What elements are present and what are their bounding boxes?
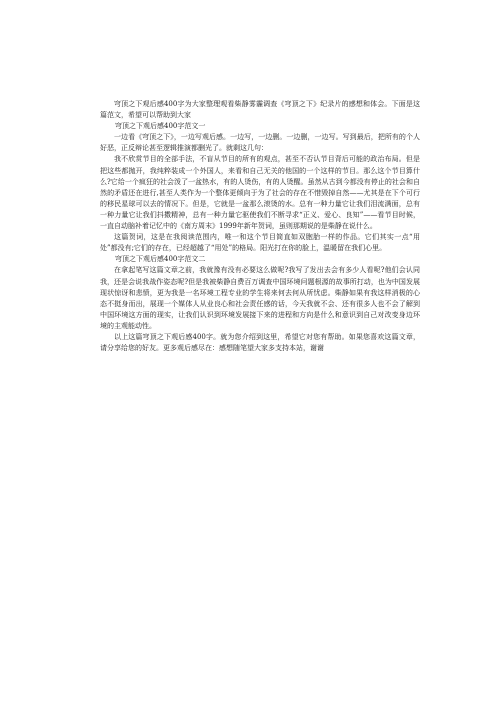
closing-paragraph: 以上这篇穹顶之下观后感400字。就为您介绍到这里，希望它对您有帮助。如果您喜欢这篇文章，请分享给您的好友。更多观后感尽在：感想随笔望大家多支持本站，谢谢 — [100, 332, 420, 353]
section-heading-two: 穹顶之下观后感400字范文二 — [115, 255, 206, 264]
body-paragraph: 我不欣赏节目的全部手法，不盲从节目的所有的观点，甚至不否认节目背后可能的政治布局。但是把这些都抛开，我纯粹装成一个外国人，来看和自己无关的他国的一个这样的节目。那么这个节目算什么?它给一个疯狂的社会泼了一盆热水，有的人烫伤，有的人烫醒。虽然从古到今都没有停止的社会和自然的矛盾还在进行,甚至人类作为一个整体更倾向于为了社会的存在不惜毁掉自然——尤其是在下个可行的移民星球可以去的情况下。但是，它就是一盆那么滚烫的水。总有一种力量它让我们泪流满面，总有一种力量它让我们抖擞精神，总有一种力量它驱使我们不断寻求“正义、爱心、良知”——看节目时候，一直自动脑补着记忆中的《南方周末》1999年新年贺词，虽则那期说的是柴静在说什么。 — [100, 155, 420, 231]
intro-paragraph: 穹顶之下观后感400字为大家整理观看柴静雾霾调查《穹顶之下》纪录片的感想和体会。下面是这篇范文，希望可以帮助到大家 — [100, 100, 420, 120]
body-paragraph: 在拿起笔写这篇文章之前，我就豫有没有必要这么做呢?我写了发出去会有多少人看呢?他们会认同我，还是会说我战作姿态呢?但是我被柴静自费百万调查中国环境问题根源的故事所打动，也为中国发展现状惊讶和悲愤，更为我是一名环境工程专业的学生将来何去何从所忧虑。柴静如果有我这样消极的心态不挺身而出，展现一个媒体人从业良心和社会责任感的话，今天我就不会、还有很多人也不会了解到中国环境这方面的现实，让我们认识到环境发展接下来的进程和方向是什么和意识到自己对改变身边环境的主观能动性。 — [100, 266, 420, 330]
section-heading-one: 穹顶之下观后感400字范文一 — [115, 122, 206, 131]
article-body — [100, 99, 420, 354]
body-paragraph: 这篇贺词，这是在我阅读范围内，唯一和这个节目简直如双胞胎一样的作品。它们其实一点“用处”都没有;它们的存在，已经超越了“用处”的格局。阳光打在你的脸上，温暖留在我们心里。 — [100, 233, 420, 253]
body-paragraph: 一边看《穹顶之下》，一边写观后感。一边写，一边删。一边删，一边写。写到最后，把所有的个人好恶，正反辩论甚至逻辑推演都删光了。就剩这几句： — [100, 133, 420, 153]
